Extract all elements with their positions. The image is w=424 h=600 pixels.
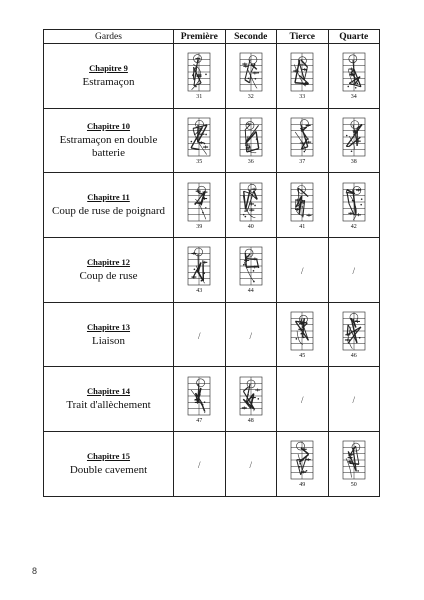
guard-cell <box>328 367 380 432</box>
table-row <box>44 108 380 173</box>
chapter-number: Chapitre 11 <box>87 192 130 203</box>
fencing-diagram-figure <box>288 115 316 159</box>
guard-cell <box>174 367 226 432</box>
fencing-diagram-figure <box>340 115 368 159</box>
fencing-diagram-figure <box>185 115 213 159</box>
chapter-name: Coup de ruse <box>79 269 138 282</box>
figure-number: 33 <box>299 94 306 101</box>
figure-number: 47 <box>196 417 203 424</box>
fencing-diagram-figure <box>288 309 316 353</box>
guard-cell <box>328 108 380 173</box>
chapter-cell <box>44 173 174 238</box>
guard-cell <box>225 432 277 497</box>
empty-marker: / <box>300 395 304 406</box>
fencing-diagram-figure <box>185 50 213 94</box>
table-row <box>44 302 380 367</box>
figure-number: 31 <box>196 94 203 101</box>
guard-cell <box>225 108 277 173</box>
chapter-cell <box>44 367 174 432</box>
header-quarte: Quarte <box>328 30 380 44</box>
chapter-cell <box>44 44 174 109</box>
chapter-cell <box>44 108 174 173</box>
figure-number: 46 <box>350 353 357 360</box>
figure-number: 43 <box>196 288 203 295</box>
guard-cell <box>277 302 329 367</box>
header-seconde: Seconde <box>225 30 277 44</box>
figure-number: 45 <box>299 353 306 360</box>
figure-number: 32 <box>247 94 254 101</box>
guard-cell <box>174 44 226 109</box>
chapter-cell <box>44 238 174 303</box>
chapter-number: Chapitre 12 <box>86 256 131 267</box>
fencing-diagram-figure <box>340 438 368 482</box>
fencing-diagram-figure <box>237 244 265 288</box>
table-row <box>44 432 380 497</box>
chapter-name: Double cavement <box>69 463 148 476</box>
figure-number: 42 <box>350 223 357 230</box>
chapter-number: Chapitre 9 <box>89 62 128 73</box>
fencing-diagram-figure <box>185 180 213 224</box>
empty-marker: / <box>249 459 252 470</box>
chapter-name: Estramaçon en double batterie <box>59 134 158 160</box>
guard-cell <box>225 302 277 367</box>
guard-cell <box>225 238 277 303</box>
chapter-name: Estramaçon <box>82 75 135 88</box>
page-number: 8 <box>32 566 38 576</box>
fencing-diagram-figure <box>237 115 265 159</box>
fencing-diagram-figure <box>185 374 213 418</box>
fencing-diagram-figure <box>237 50 265 94</box>
guard-cell <box>174 302 226 367</box>
guard-cell <box>225 367 277 432</box>
figure-number: 35 <box>196 159 203 166</box>
figure-number: 39 <box>196 223 203 230</box>
empty-marker: / <box>300 265 304 276</box>
chapter-name: Coup de ruse de poignard <box>51 205 166 218</box>
chapter-number: Chapitre 14 <box>86 386 131 397</box>
guard-cell <box>174 238 226 303</box>
figure-number: 40 <box>247 223 254 230</box>
figure-number: 41 <box>299 223 306 230</box>
guard-cell <box>277 173 329 238</box>
guard-cell <box>328 302 380 367</box>
chapter-number: Chapitre 15 <box>86 450 131 461</box>
guard-cell <box>277 108 329 173</box>
figure-number: 48 <box>247 417 254 424</box>
fencing-diagram-figure <box>288 180 316 224</box>
fencing-diagram-figure <box>340 309 368 353</box>
table-row <box>44 173 380 238</box>
guard-cell <box>328 238 380 303</box>
empty-marker: / <box>249 330 252 341</box>
guard-cell <box>277 238 329 303</box>
figure-number: 36 <box>247 159 254 166</box>
chapter-number: Chapitre 13 <box>86 321 131 332</box>
empty-marker: / <box>197 459 201 470</box>
techniques-table <box>43 29 380 497</box>
fencing-diagram-figure <box>340 50 368 94</box>
guard-cell <box>277 367 329 432</box>
figure-number: 37 <box>299 159 306 166</box>
table-row <box>44 44 380 109</box>
chapter-number: Chapitre 10 <box>86 121 131 132</box>
chapter-cell <box>44 432 174 497</box>
header-row <box>44 30 380 44</box>
chapter-name: Trait d'allèchement <box>66 399 151 412</box>
guard-cell <box>174 108 226 173</box>
chapter-name: Liaison <box>92 334 125 347</box>
guard-cell <box>225 173 277 238</box>
empty-marker: / <box>197 330 201 341</box>
header-gardes: Gardes <box>44 30 174 44</box>
chapter-cell <box>44 302 174 367</box>
guard-cell <box>174 432 226 497</box>
table-row <box>44 238 380 303</box>
fencing-diagram-figure <box>288 50 316 94</box>
fencing-diagram-figure <box>340 180 368 224</box>
table-row <box>44 367 380 432</box>
empty-marker: / <box>352 395 355 406</box>
guard-cell <box>328 173 380 238</box>
figure-number: 49 <box>299 482 306 489</box>
guard-cell <box>328 432 380 497</box>
guard-cell <box>277 44 329 109</box>
guard-cell <box>225 44 277 109</box>
header-premiere: Première <box>174 30 226 44</box>
fencing-diagram-figure <box>288 438 316 482</box>
figure-number: 34 <box>350 94 357 101</box>
guard-cell <box>328 44 380 109</box>
empty-marker: / <box>352 265 355 276</box>
fencing-diagram-figure <box>237 180 265 224</box>
header-tierce: Tierce <box>277 30 329 44</box>
figure-number: 44 <box>247 288 254 295</box>
guard-cell <box>277 432 329 497</box>
fencing-diagram-figure <box>185 244 213 288</box>
guard-cell <box>174 173 226 238</box>
fencing-diagram-figure <box>237 374 265 418</box>
figure-number: 50 <box>350 482 357 489</box>
figure-number: 38 <box>350 159 357 166</box>
